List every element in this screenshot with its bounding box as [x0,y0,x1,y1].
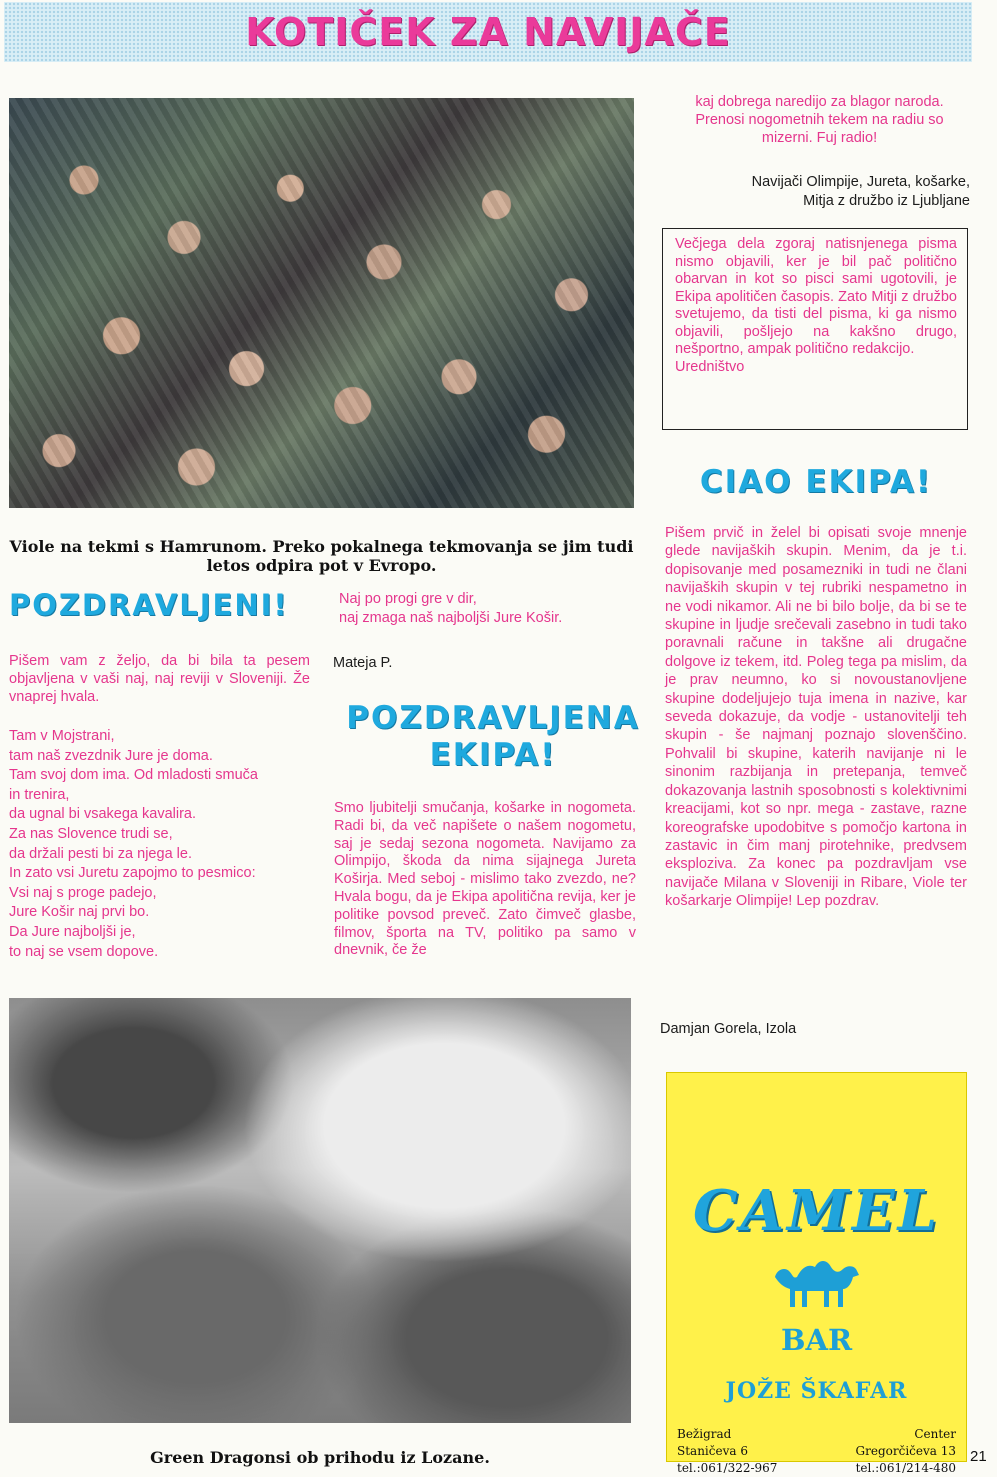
pozdravljena-letter-body: Smo ljubitelji smučanja, košarke in nogometa. Radi bi, da več napišete o našem nogometu, saj je sedaj sezona nogometa. Navijamo za Olimpijo, škoda da nima sijajnega Jureta Koširja. Med seboj - mislimo tako zvezdo, ne? Hvala bogu, da je Ekipa apolitična revija, ker je politike povsod preveč. Zato čimveč glasbe, filmov, športa na TV, politiko pa samo v dnevnik, če že [334,800,636,959]
poem [9,727,310,962]
poem-line: da ugnal bi vsakega kavalira. [9,806,197,823]
address-center [856,1426,956,1477]
poem-line: Za nas Slovence trudi se, [9,825,173,842]
pozdravljena-headline-line1: POZDRAVLJENA [346,700,640,736]
street-address: Staničeva 6 [677,1444,748,1458]
signature-line: Mitja z družbo iz Ljubljane [803,193,970,209]
editor-note-signature: Uredništvo [675,358,745,375]
crowd-photo [9,98,634,508]
letter-signature [665,173,970,211]
poem-line: da držali pesti bi za njega le. [9,845,192,862]
poem-line: Naj po progi gre v dir, [339,591,477,607]
street-address: Gregorčičeva 13 [855,1444,956,1458]
location-name: Center [914,1427,956,1441]
address-bezigrad [677,1426,777,1477]
green-dragons-photo [9,998,631,1423]
page-number: 21 [970,1448,987,1465]
pozdravljeni-intro: Pišem vam z željo, da bi bila ta pesem objavljena v vaši naj, naj reviji v Sloveniji. Že vnaprej hvala. [9,653,310,705]
crowd-photo-caption: Viole na tekmi s Hamrunom. Preko pokalnega tekmovanja se jim tudi letos odpira pot v Evropo. [9,537,634,575]
green-dragons-caption: Green Dragonsi ob prihodu iz Lozane. [150,1448,490,1467]
camel-logo-text: CAMEL [692,1178,941,1244]
poem-line: tam naš zvezdnik Jure je doma. [9,747,213,764]
editor-note-text: Večjega dela zgoraj natisnjenega pisma nismo objavili, ker je bil pač politično obarvan in kot so pisci sami ugotovili, je Ekipa apolitičen časopis. Zato Mitji z družbo svetujemo, da tisti del pisma, ki ga nismo objavili, pošljejo na kakšno drugo, nešportno, ampak politično redakcijo. [675,236,957,357]
ciao-headline: CIAO EKIPA! [699,464,933,500]
poem-line: in trenira, [9,786,70,803]
owner-name: JOŽE ŠKAFAR [725,1378,908,1404]
bar-label: BAR [780,1323,853,1357]
header-banner [4,2,972,62]
poem-line: Da Jure najboljši je, [9,923,136,940]
poem-line: to naj se vsem dopove. [9,943,159,960]
pozdravljeni-headline: POZDRAVLJENI! [9,588,289,622]
signature-line: Navijači Olimpije, Jureta, košarke, [751,174,970,190]
ciao-letter-body: Pišem prvič in želel bi opisati svoje mnenje glede navijaških skupin. Menim, da je t.i. dopisovanje med posamezniki in tudi ne člani navijaških skupin v tej rubriki nespametno in ne vodi nikamor. Ali ne bi bilo bolje, da bi se te skupine in ljudje srečevali zasebno in tudi tako poravnali račune in takšne ali drugačne dolgove iz tekem, itd. Poleg tega pa mislim, da je prav neumno, ko si novoustanovljene skupine dodeljujejo tuja imena in nazive, kar seveda dokazuje, da vodje - ustanovitelji teh skupin - še najmanj poznajo slovenščino. Pohvalil bi skupine, katerih navijanje ni le sinonim razbijanja in pretepanja, temveč dokazovanja lastnih sposobnosti s kolektivnimi kreacijami, kot so npr. mega - zastave, razne koreografske upodobitve s pomočjo kartona in zastavic in čim manj pirotehnike, predvsem eksploziva. Za konec pa pozdravljam vse navijače Milana v Sloveniji in Ribare, Viole ter košarkarje Olimpije! Lep pozdrav. [665,525,967,910]
poem-line: Tam v Mojstrani, [9,728,115,744]
phone-number: tel.:061/214-480 [855,1461,956,1475]
page-title: KOTIČEK ZA NAVIJAČE [245,10,731,54]
letter-continuation: kaj dobrega naredijo za blagor naroda. Prenosi nogometnih tekem na radiu so mizerni. Fuj radio! [695,94,944,146]
camel-icon [767,1255,867,1310]
poem-line: Tam svoj dom ima. Od mladosti smuča [9,767,258,784]
poem-line: In zato vsi Juretu zapojmo to pesmico: [9,865,256,882]
poem-signature: Mateja P. [333,655,393,671]
poem-ending [339,590,639,628]
camel-bar-advertisement [666,1072,967,1475]
location-name: Bežigrad [677,1427,732,1441]
editor-note-box [662,228,968,430]
poem-line: Vsi naj s proge padejo, [9,884,157,901]
poem-line: naj zmaga naš najboljši Jure Košir. [339,610,563,626]
phone-number: tel.:061/322-967 [677,1461,778,1475]
ciao-letter-signature: Damjan Gorela, Izola [660,1021,797,1037]
poem-line: Jure Košir naj prvi bo. [9,904,150,921]
pozdravljena-headline-line2: EKIPA! [429,737,557,773]
